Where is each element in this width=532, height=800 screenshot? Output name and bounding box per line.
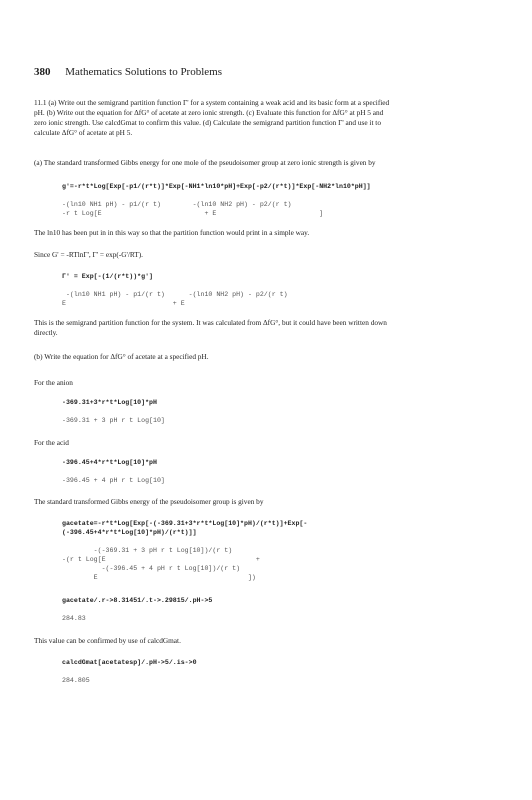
output-gacetate-4: E ])	[62, 574, 256, 581]
output-calcdgmat: 284.805	[62, 677, 90, 684]
output-gprime-base: -r t Log[E + E ]	[62, 210, 324, 217]
code-gacetate-2: (-396.45+4*r*t*Log[10]*pH)/(r*t)]]	[62, 529, 197, 536]
problem-text-2: pH. (b) Write out the equation for ΔfG° of acetate at zero ionic strength. (c) Evaluate this function for ΔfG° at pH 5 and	[34, 108, 384, 117]
output-gprime-exponent: -(ln10 NH1 pH) - p1/(r t) -(ln10 NH2 pH) - p2/(r t)	[62, 201, 292, 208]
output-gacetate-3: -(-396.45 + 4 pH r t Log[10])/(r t)	[62, 565, 241, 572]
running-title: Mathematics Solutions to Problems	[65, 66, 222, 78]
partition-note-1: This is the semigrand partition function for the system. It was calculated from ΔfG°, but it could have been written down	[34, 318, 387, 327]
page-number: 380	[34, 66, 51, 78]
code-gamma: Γ' = Exp[-(1/(r*t))*g']	[62, 273, 154, 280]
output-evaluate: 284.83	[62, 615, 86, 622]
part-a-intro: (a) The standard transformed Gibbs energy for one mole of the pseudoisomer group at zero ionic strength is given by	[34, 158, 376, 167]
code-gacetate-1: gacetate=-r*t*Log[Exp[-(-369.31+3*r*t*Log[10]*pH)/(r*t)]+Exp[-	[62, 520, 308, 527]
since-note: Since G' = -RTlnΓ', Γ' = exp(-G'/RT).	[34, 250, 144, 259]
output-acid: -396.45 + 4 pH r t Log[10]	[62, 477, 165, 484]
group-text: The standard transformed Gibbs energy of the pseudoisomer group is given by	[34, 497, 264, 506]
code-calcdgmat: calcdGmat[acetatesp]/.pH->5/.is->0	[62, 659, 197, 666]
partition-note-2: directly.	[34, 328, 58, 337]
output-gamma-base: E + E	[62, 300, 185, 307]
problem-text-3: zero ionic strength. Use calcdGmat to confirm this value. (d) Calculate the semigrand partition function Γ' and use it to	[34, 118, 381, 127]
code-anion: -369.31+3*r*t*Log[10]*pH	[62, 399, 157, 406]
code-gprime: g'=-r*t*Log[Exp[-p1/(r*t)]*Exp[-NH1*ln10*pH]+Exp[-p2/(r*t)]*Exp[-NH2*ln10*pH]]	[62, 183, 371, 190]
problem-text-1: 11.1 (a) Write out the semigrand partition function Γ' for a system containing a weak acid and its basic form at a specified	[34, 98, 390, 107]
ln10-note: The ln10 has been put in in this way so that the partition function would print in a simple way.	[34, 228, 310, 237]
problem-text-4: calculate ΔfG° of acetate at pH 5.	[34, 128, 133, 137]
page-header	[34, 66, 222, 78]
output-gacetate-2: -(r t Log[E +	[62, 556, 260, 563]
code-evaluate: gacetate/.r->8.31451/.t->.29815/.pH->5	[62, 597, 213, 604]
output-anion: -369.31 + 3 pH r t Log[10]	[62, 417, 165, 424]
acid-label: For the acid	[34, 438, 69, 447]
part-b-intro: (b) Write the equation for ΔfG° of acetate at a specified pH.	[34, 352, 209, 361]
output-gamma-exponent: -(ln10 NH1 pH) - p1/(r t) -(ln10 NH2 pH) - p2/(r t)	[62, 291, 288, 298]
code-acid: -396.45+4*r*t*Log[10]*pH	[62, 459, 157, 466]
anion-label: For the anion	[34, 378, 73, 387]
output-gacetate-1: -(-369.31 + 3 pH r t Log[10])/(r t)	[62, 547, 233, 554]
confirm-text: This value can be confirmed by use of calcdGmat.	[34, 636, 181, 645]
